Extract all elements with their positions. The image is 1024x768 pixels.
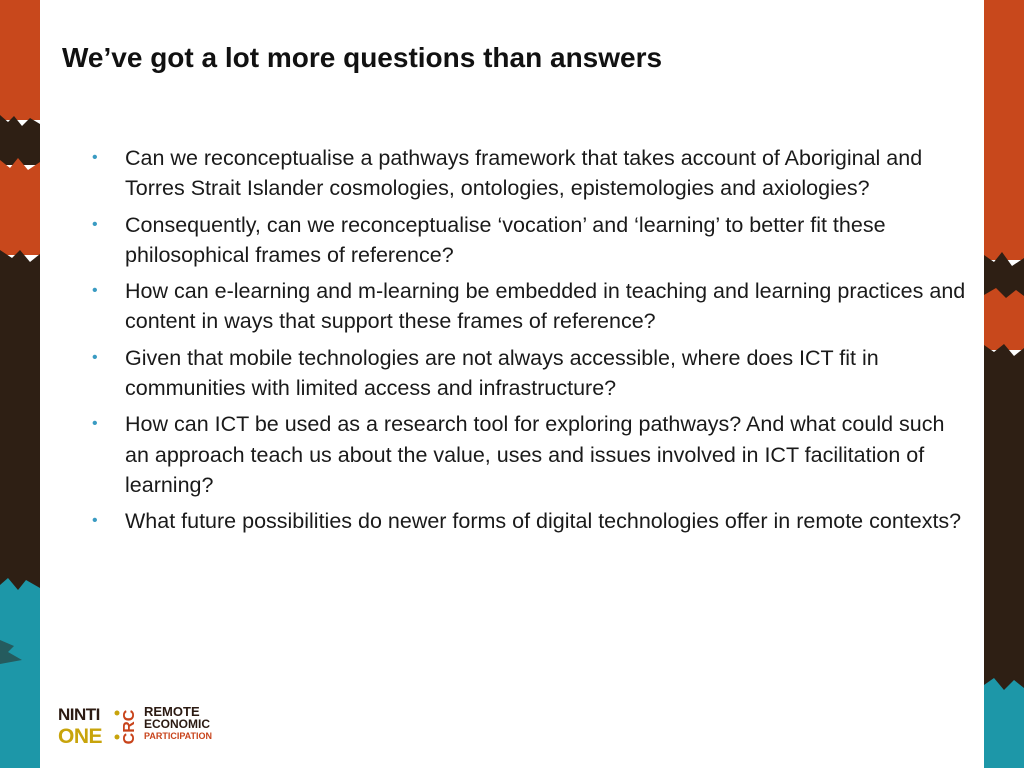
logo-crc-text: CRC — [121, 709, 138, 745]
bullet-text: Can we reconceptualise a pathways framework that takes account of Aboriginal and Torres Strait Islander cosmologies, ontologies, epistemologies and axiologies? — [125, 146, 923, 201]
bullet-item-3 — [90, 276, 970, 337]
bullet-item-2 — [90, 210, 970, 271]
logo-right-text — [144, 705, 212, 742]
logo-participation-text: PARTICIPATION — [144, 731, 212, 741]
bullet-icon: • — [92, 149, 98, 166]
bullet-list — [90, 143, 970, 543]
bullet-item-1 — [90, 143, 970, 204]
logo-remote-text: REMOTE — [144, 704, 200, 719]
right-decorative-band — [984, 0, 1024, 768]
bullet-text: Consequently, can we reconceptualise ‘vocation’ and ‘learning’ to better fit these philosophical frames of reference? — [125, 212, 886, 267]
bullet-text: Given that mobile technologies are not always accessible, where does ICT fit in communities with limited access and infrastructure? — [125, 345, 879, 401]
bullet-icon: • — [92, 512, 98, 530]
logo-economic-text: ECONOMIC — [144, 717, 210, 731]
logo-one-text: ONE — [58, 725, 103, 748]
bullet-item-4 — [90, 343, 970, 404]
logo-crc-mark — [114, 707, 138, 747]
ninti-one-crc-logo — [58, 703, 212, 755]
bullet-text: How can e-learning and m-learning be embedded in teaching and learning practices and content in ways that support these frames of reference? — [125, 279, 966, 334]
bullet-text: How can ICT be used as a research tool for exploring pathways? And what could such an approach teach us about the value, uses and issues involved in ICT facilitation of learning? — [125, 412, 945, 497]
slide-title: We’ve got a lot more questions than answers — [62, 42, 663, 73]
bullet-icon: • — [92, 348, 98, 366]
logo-ninti-text: NINTI — [58, 705, 100, 724]
left-decorative-band — [0, 0, 40, 768]
bullet-item-6 — [90, 506, 970, 536]
bullet-icon: • — [92, 282, 98, 300]
bullet-icon: • — [92, 415, 98, 433]
bullet-text: What future possibilities do newer forms of digital technologies offer in remote contexts? — [125, 509, 962, 534]
bullet-icon: • — [92, 215, 98, 233]
bullet-item-5 — [90, 409, 970, 500]
